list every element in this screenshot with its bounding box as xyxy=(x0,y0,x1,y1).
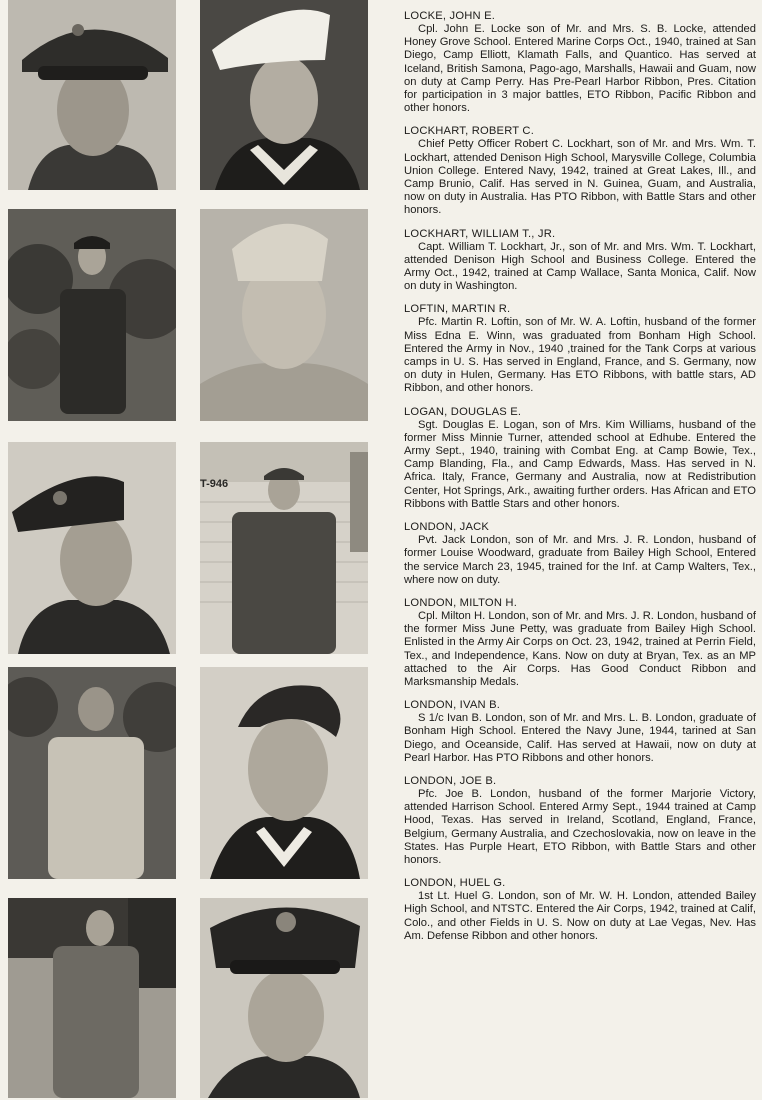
entry-name: LONDON, JACK xyxy=(404,521,490,534)
entry-name: LONDON, IVAN B. xyxy=(404,699,501,712)
building-sign: T-946 xyxy=(200,478,229,490)
entry-bio: Pfc. Joe B. London, husband of the former Marjorie Victory, attended Harrison School. Entered Army Sept., 1944 trained at Camp Hood, Texas. Has served in Ireland, Scotland, England, France, Belgium, Germany Australia, and Czechoslovakia, now on leave in the States. Has Purple Heart, ETO Ribbon, with Battle Stars and other honors. xyxy=(404,787,756,866)
portrait-photo-logan xyxy=(8,442,176,654)
entry-bio: Pfc. Martin R. Loftin, son of Mr. W. A. Loftin, husband of the former Miss Edna E. Winn, was graduated from Bonham High School. Entered the Army in Nov., 1940 ,trained for the Tank Corps at various camps in U. S. Has served in England, France, and S. Germany, now on duty in Hulen, Germany. Has ETO Ribbons, with battle stars, AD Ribbon, and other honors. xyxy=(404,316,756,395)
biography-column xyxy=(404,10,756,953)
entry-name: LONDON, HUEL G. xyxy=(404,877,506,890)
entry-bio: Cpl. John E. Locke son of Mr. and Mrs. S. B. Locke, attended Honey Grove School. Entered Marine Corps Oct., 1940, trained at San Diego, Camp Elliott, Klamath Falls, and Quantico. Has served at Iceland, British Samona, Pago-ago, Marshalls, Hawaii and Guam, now on duty at Camp Perry. Has Pre-Pearl Harbor Ribbon, Pres. Citation for participation in 3 major battles, ETO Ribbon, Pacific Ribbon and other honors. xyxy=(404,23,756,115)
entry-bio: Sgt. Douglas E. Logan, son of Mrs. Kim Williams, husband of the former Miss Minnie Turner, attended school at Edhube. Entered the Army Sept., 1940, training with Combat Eng. at Camp Bowie, Tex., Camp Blanding, Fla., and Camp Edwards, Mass. Has served in N. Africa. Italy, France, Germany and Australia, now at Redistribution Center, Hot Springs, Ark., awaiting further orders. Has African and ETO Ribbons with Battle Stars and other honors. xyxy=(404,418,756,510)
entry-bio: Chief Petty Officer Robert C. Lockhart, son of Mr. and Mrs. Wm. T. Lockhart, attended Denison High School, Marysville College, Columbia Union College. Entered Navy, 1942, trained at Great Lakes, Ill., and Camp Brunio, Calif. Has served in N. Guinea, Guam, and Australia, now on duty in Australia. Has PTO Ribbon, with Battle Stars and other honors. xyxy=(404,138,756,217)
entry-locke xyxy=(404,10,756,115)
entry-bio: Capt. William T. Lockhart, Jr., son of Mr. and Mrs. Wm. T. Lockhart, attended Denison High School and Business College. Entered the Army Oct., 1942, trained at Camp Wallace, Santa Monica, Calif. Now on duty in Washington. xyxy=(404,240,756,293)
entry-bio: S 1/c Ivan B. London, son of Mr. and Mrs. L. B. London, graduate of Bonham High School. Entered the Navy June, 1944, tarined at San Diego, and Oceanside, Calif. Has served at Hawaii, now on duty at Pearl Harbor. Has PTO Ribbons and other honors. xyxy=(404,712,756,764)
entry-lockhart-robert xyxy=(404,125,756,217)
entry-name: LOGAN, DOUGLAS E. xyxy=(404,405,522,418)
entry-bio: 1st Lt. Huel G. London, son of Mr. W. H. London, attended Bailey High School, and NTSTC. Entered the Air Corps, 1942, trained at Calif, Colo., and other Fields in U. S. Now on duty at Lae Vegas, Nev. Has Am. Defense Ribbon and other honors. xyxy=(404,890,756,942)
entry-name: LOCKE, JOHN E. xyxy=(404,10,496,22)
entry-logan xyxy=(404,406,756,511)
portrait-photo-london-milton xyxy=(8,667,176,879)
entry-bio: Pvt. Jack London, son of Mr. and Mrs. J. R. London, husband of former Louise Woodward, graduate from Bailey High School, Entered the service March 23, 1945, trained for the Inf. at Camp Walters, Tex., where now on duty. xyxy=(404,534,756,586)
entry-name: LONDON, JOE B. xyxy=(404,774,497,787)
portrait-photo-london-joe xyxy=(8,898,176,1098)
portrait-photo-locke xyxy=(8,0,176,190)
entry-london-ivan xyxy=(404,699,756,765)
entry-name: LOCKHART, ROBERT C. xyxy=(404,125,535,138)
entry-lockhart-william xyxy=(404,228,756,294)
entry-london-jack xyxy=(404,521,756,587)
entry-loftin xyxy=(404,303,756,395)
entry-name: LOFTIN, MARTIN R. xyxy=(404,303,511,316)
portrait-photo-loftin xyxy=(200,209,368,421)
entry-london-huel xyxy=(404,877,756,943)
photo-column xyxy=(0,0,375,1100)
entry-london-milton xyxy=(404,597,756,689)
portrait-photo-london-ivan xyxy=(200,667,368,879)
portrait-photo-london-jack xyxy=(200,442,368,654)
entry-bio: Cpl. Milton H. London, son of Mr. and Mrs. J. R. London, husband of the former Miss June Petty, was graduate from Bailey High School. Enlisted in the Army Air Corps on Oct. 23, 1942, trained at Perrin Field, Tex., and Independence, Kans. Now on duty at Bryan, Tex. as an MP attached to the Air Corps. Has Good Conduct Ribbon and Marksmanship Medals. xyxy=(404,609,756,688)
entry-london-joe xyxy=(404,775,756,867)
entry-name: LOCKHART, WILLIAM T., JR. xyxy=(404,227,556,240)
portrait-photo-lockhart-robert xyxy=(200,0,368,190)
portrait-photo-london-huel xyxy=(200,898,368,1098)
portrait-photo-lockhart-william xyxy=(8,209,176,421)
entry-name: LONDON, MILTON H. xyxy=(404,596,518,609)
